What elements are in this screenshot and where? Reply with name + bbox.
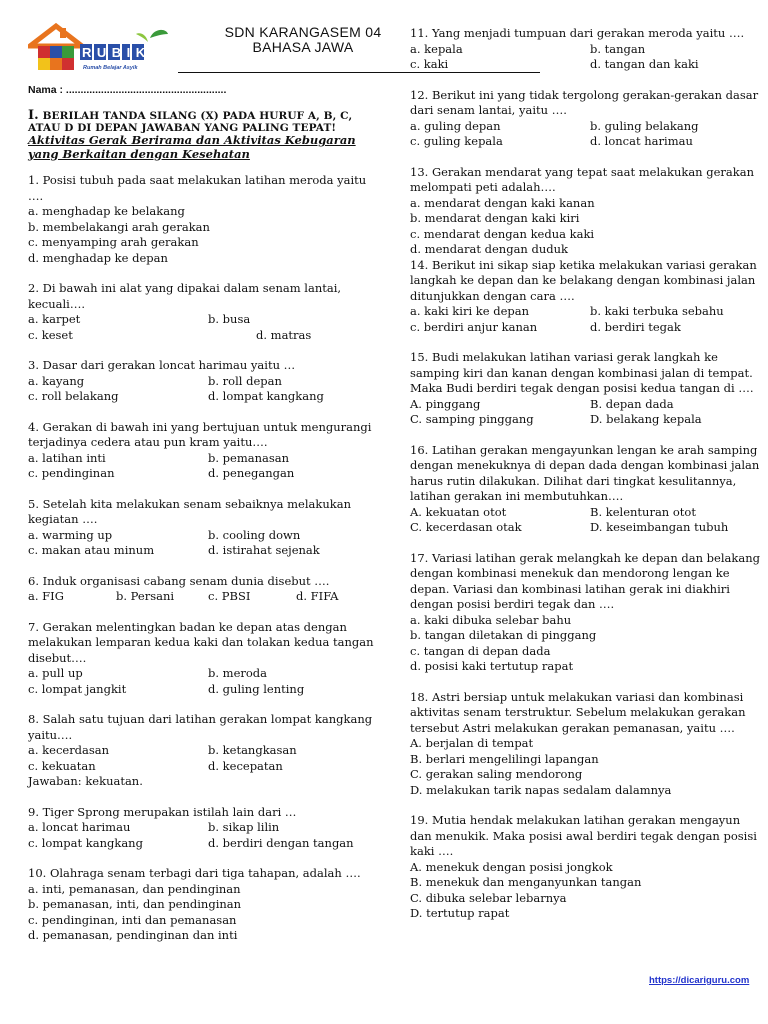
- question-text: 2. Di bawah ini alat yang dipakai dalam senam lantai, kecuali….: [28, 281, 342, 311]
- answer-option[interactable]: a. mendarat dengan kaki kanan: [410, 195, 595, 210]
- answer-option[interactable]: c. roll belakang: [28, 389, 119, 403]
- question-item: [410, 690, 762, 799]
- question-text: 1. Posisi tubuh pada saat melakukan latihan meroda yaitu ….: [28, 173, 367, 203]
- option-group: [28, 743, 380, 774]
- option-group: [410, 196, 762, 258]
- answer-option[interactable]: b. guling belakang: [590, 118, 699, 133]
- option-group: [28, 312, 380, 343]
- answer-option[interactable]: b. ketangkasan: [208, 743, 297, 757]
- answer-option[interactable]: d. tangan dan kaki: [590, 57, 699, 71]
- option-group: [410, 505, 762, 536]
- answer-option[interactable]: c. makan atau minum: [28, 543, 155, 557]
- question-item: [28, 497, 380, 559]
- answer-option[interactable]: d. mendarat dengan duduk: [410, 242, 568, 256]
- question-text: 9. Tiger Sprong merupakan istilah lain dari …: [28, 804, 297, 819]
- question-text: 14. Berikut ini sikap siap ketika melakukan variasi gerakan langkah ke depan dan ke belakang dengan kombinasi jalan ditunjukkan dengan cara ….: [410, 257, 757, 303]
- answer-option[interactable]: B. kelenturan otot: [590, 504, 696, 519]
- answer-option[interactable]: c. berdiri anjur kanan: [410, 319, 538, 334]
- answer-option[interactable]: b. meroda: [208, 666, 268, 680]
- right-column: [410, 26, 762, 937]
- instruction: [28, 110, 380, 134]
- instruction-roman: I.: [28, 108, 39, 123]
- answer-option[interactable]: b. kaki terbuka sebahu: [590, 304, 724, 318]
- answer-option[interactable]: B. depan dada: [590, 396, 674, 411]
- question-text: 11. Yang menjadi tumpuan dari gerakan meroda yaitu ….: [410, 26, 745, 40]
- answer-option[interactable]: c. menyamping arah gerakan: [28, 235, 199, 249]
- answer-option[interactable]: d. pemanasan, pendinginan dan inti: [28, 928, 238, 942]
- option-group: [28, 374, 380, 405]
- question-item: [410, 443, 762, 536]
- option-group: [410, 119, 762, 150]
- option-group: [28, 451, 380, 482]
- answer-option[interactable]: a. kepala: [410, 41, 463, 56]
- question-item: [410, 258, 762, 336]
- question-list-right: [410, 26, 762, 922]
- answer-option[interactable]: C. kecerdasan otak: [410, 520, 522, 534]
- answer-option[interactable]: c. PBSI: [208, 589, 251, 603]
- answer-option[interactable]: A. menekuk dengan posisi jongkok: [410, 859, 613, 874]
- left-column: [28, 0, 380, 959]
- option-group: [410, 397, 762, 428]
- question-item: [28, 712, 380, 790]
- answer-option[interactable]: b. tangan: [590, 41, 646, 56]
- answer-option[interactable]: b. Persani: [116, 589, 175, 603]
- answer-option[interactable]: a. guling depan: [410, 118, 501, 133]
- option-group: [410, 613, 762, 675]
- question-item: [28, 281, 380, 343]
- question-text: 10. Olahraga senam terbagi dari tiga tahapan, adalah ….: [28, 866, 361, 880]
- question-text: 3. Dasar dari gerakan loncat harimau yaitu …: [28, 358, 296, 372]
- answer-option[interactable]: c. guling kepala: [410, 134, 503, 148]
- answer-option[interactable]: b. roll depan: [208, 373, 282, 388]
- answer-option[interactable]: d. lompat kangkang: [208, 389, 324, 403]
- answer-option[interactable]: C. gerakan saling mendorong: [410, 767, 583, 781]
- school-title: [218, 25, 388, 55]
- option-group: [28, 820, 380, 851]
- question-text: 17. Variasi latihan gerak melangkah ke depan dan belakang dengan kombinasi menekuk dan mendorong lengan ke depan. Variasi dan kombinasi latihan gerak ini diakhiri dengan posisi berdiri tegak dan ….: [410, 550, 760, 611]
- answer-note: Jawaban: kekuatan.: [28, 774, 143, 788]
- answer-option[interactable]: a. kayang: [28, 373, 85, 388]
- answer-option[interactable]: a. kaki kiri ke depan: [410, 304, 529, 318]
- answer-option[interactable]: c. keset: [28, 327, 73, 342]
- logo-letters: RUBIK: [82, 45, 151, 60]
- answer-option[interactable]: c. pendinginan, inti dan pemanasan: [28, 912, 237, 927]
- answer-option[interactable]: D. belakang kepala: [590, 412, 702, 426]
- question-text: 4. Gerakan di bawah ini yang bertujuan untuk mengurangi terjadinya cedera atau pun kram yaitu….: [28, 419, 372, 449]
- answer-option[interactable]: d. guling lenting: [208, 681, 305, 696]
- option-group: [28, 589, 380, 605]
- question-item: [410, 88, 762, 150]
- answer-option[interactable]: a. loncat harimau: [28, 820, 131, 834]
- answer-option[interactable]: a. pull up: [28, 666, 83, 680]
- answer-option[interactable]: a. kecerdasan: [28, 743, 110, 757]
- answer-option[interactable]: c. tangan di depan dada: [410, 643, 551, 658]
- school-name: SDN KARANGASEM 04: [224, 24, 382, 40]
- question-item: [28, 805, 380, 852]
- answer-option[interactable]: b. pemanasan, inti, dan pendinginan: [28, 897, 242, 911]
- footer-link[interactable]: https://dicariguru.com: [649, 975, 750, 986]
- answer-option[interactable]: c. kaki: [410, 57, 449, 71]
- question-item: [410, 813, 762, 922]
- name-field-label: Nama : .......................................................: [28, 84, 227, 96]
- section-subtitle: Aktivitas Gerak Berirama dan Aktivitas Kebugaran yang Berkaitan dengan Kesehatan: [28, 133, 356, 161]
- answer-option[interactable]: b. tangan diletakan di pinggang: [410, 628, 597, 642]
- option-group: [28, 666, 380, 697]
- answer-option[interactable]: b. mendarat dengan kaki kiri: [410, 211, 580, 225]
- question-text: 13. Gerakan mendarat yang tepat saat melakukan gerakan melompati peti adalah….: [410, 164, 754, 194]
- answer-option[interactable]: b. pemanasan: [208, 450, 290, 465]
- answer-option[interactable]: A. kekuatan otot: [410, 504, 507, 519]
- question-item: [28, 420, 380, 482]
- answer-option[interactable]: D. keseimbangan tubuh: [590, 520, 729, 534]
- question-item: [28, 866, 380, 944]
- answer-option[interactable]: c. lompat kangkang: [28, 835, 143, 850]
- answer-option[interactable]: a. latihan inti: [28, 450, 106, 465]
- answer-option[interactable]: b. membelakangi arah gerakan: [28, 219, 210, 234]
- answer-option[interactable]: c. mendarat dengan kedua kaki: [410, 226, 595, 241]
- answer-option[interactable]: a. warming up: [28, 527, 113, 542]
- answer-option[interactable]: B. berlari mengelilingi lapangan: [410, 751, 599, 766]
- question-text: 16. Latihan gerakan mengayunkan lengan ke arah samping dengan menekuknya di depan dada dengan kombinasi jalan harus rutin dilakukan. Dilihat dari tingkat kesulitannya, latihan gerakan ini membutuhkan….: [410, 442, 760, 503]
- answer-option[interactable]: d. kecepatan: [208, 758, 283, 773]
- question-item: [410, 165, 762, 258]
- answer-option[interactable]: c. kekuatan: [28, 758, 96, 773]
- answer-option[interactable]: d. matras: [256, 327, 312, 342]
- answer-option[interactable]: d. berdiri dengan tangan: [208, 835, 354, 850]
- logo-tagline: Rumah Belajar Asyik: [83, 65, 138, 71]
- header: [28, 0, 380, 95]
- answer-option[interactable]: b. cooling down: [208, 527, 301, 542]
- question-item: [410, 551, 762, 675]
- option-group: [28, 528, 380, 559]
- answer-option[interactable]: c. lompat jangkit: [28, 681, 127, 696]
- answer-option[interactable]: d. istirahat sejenak: [208, 543, 320, 557]
- question-item: [28, 173, 380, 266]
- question-text: 15. Budi melakukan latihan variasi gerak langkah ke samping kiri dan kanan dengan kombinasi jalan di tempat. Maka Budi berdiri tegak dengan posisi kedua tangan di ….: [410, 350, 754, 395]
- answer-option[interactable]: A. berjalan di tempat: [410, 736, 534, 750]
- option-group: [410, 304, 762, 335]
- answer-option[interactable]: A. pinggang: [410, 396, 481, 411]
- answer-option[interactable]: a. kaki dibuka selebar bahu: [410, 612, 572, 627]
- question-text: 19. Mutia hendak melakukan latihan gerakan mengayun dan menukik. Maka posisi awal berdiri tegak dengan posisi kaki ….: [410, 813, 757, 858]
- question-text: 7. Gerakan melentingkan badan ke depan atas dengan melakukan lemparan kedua kaki dan tolakan kedua tangan disebut….: [28, 619, 374, 665]
- answer-option[interactable]: a. karpet: [28, 312, 81, 326]
- answer-option[interactable]: d. penegangan: [208, 466, 295, 480]
- answer-option[interactable]: D. melakukan tarik napas sedalam dalamnya: [410, 782, 672, 797]
- option-group: [28, 882, 380, 944]
- question-text: 12. Berikut ini yang tidak tergolong gerakan-gerakan dasar dari senam lantai, yaitu ….: [410, 87, 759, 117]
- question-text: 5. Setelah kita melakukan senam sebaiknya melakukan kegiatan ….: [28, 496, 351, 526]
- question-text: 6. Induk organisasi cabang senam dunia disebut ….: [28, 573, 330, 588]
- question-item: [410, 26, 762, 73]
- answer-option[interactable]: d. posisi kaki tertutup rapat: [410, 659, 574, 673]
- option-group: [28, 204, 380, 266]
- answer-option[interactable]: D. tertutup rapat: [410, 906, 510, 920]
- question-text: 18. Astri bersiap untuk melakukan variasi dan kombinasi aktivitas senam terstruktur. Sebelum melakukan gerakan tersebut Astri melakukan gerakan pemanasan, yaitu ….: [410, 689, 746, 735]
- answer-option[interactable]: a. inti, pemanasan, dan pendinginan: [28, 881, 241, 896]
- question-item: [28, 574, 380, 605]
- question-list-left: [28, 173, 380, 944]
- answer-option[interactable]: B. menekuk dan menganyunkan tangan: [410, 875, 642, 889]
- answer-option[interactable]: b. sikap lilin: [208, 820, 280, 834]
- subject-name: BAHASA JAWA: [252, 39, 354, 55]
- question-text: 8. Salah satu tujuan dari latihan gerakan lompat kangkang yaitu….: [28, 712, 373, 742]
- answer-option[interactable]: a. FIG: [28, 589, 64, 603]
- answer-option[interactable]: b. busa: [208, 312, 251, 326]
- answer-option[interactable]: C. samping pinggang: [410, 412, 534, 426]
- question-item: [410, 350, 762, 428]
- rubik-logo: [28, 22, 188, 74]
- question-item: [28, 620, 380, 698]
- option-group: [410, 736, 762, 798]
- option-group: [410, 42, 762, 73]
- option-group: [410, 860, 762, 922]
- answer-option[interactable]: d. loncat harimau: [590, 134, 693, 148]
- answer-option[interactable]: C. dibuka selebar lebarnya: [410, 890, 567, 905]
- answer-option[interactable]: d. FIFA: [296, 589, 339, 603]
- answer-option[interactable]: a. menghadap ke belakang: [28, 204, 185, 218]
- instruction-text: BERILAH TANDA SILANG (X) PADA HURUF A, B, C, ATAU D DI DEPAN JAWABAN YANG PALING TEPAT!: [28, 110, 353, 134]
- question-item: [28, 358, 380, 405]
- answer-option[interactable]: c. pendinginan: [28, 466, 115, 480]
- answer-option[interactable]: d. menghadap ke depan: [28, 250, 168, 265]
- answer-option[interactable]: d. berdiri tegak: [590, 319, 681, 334]
